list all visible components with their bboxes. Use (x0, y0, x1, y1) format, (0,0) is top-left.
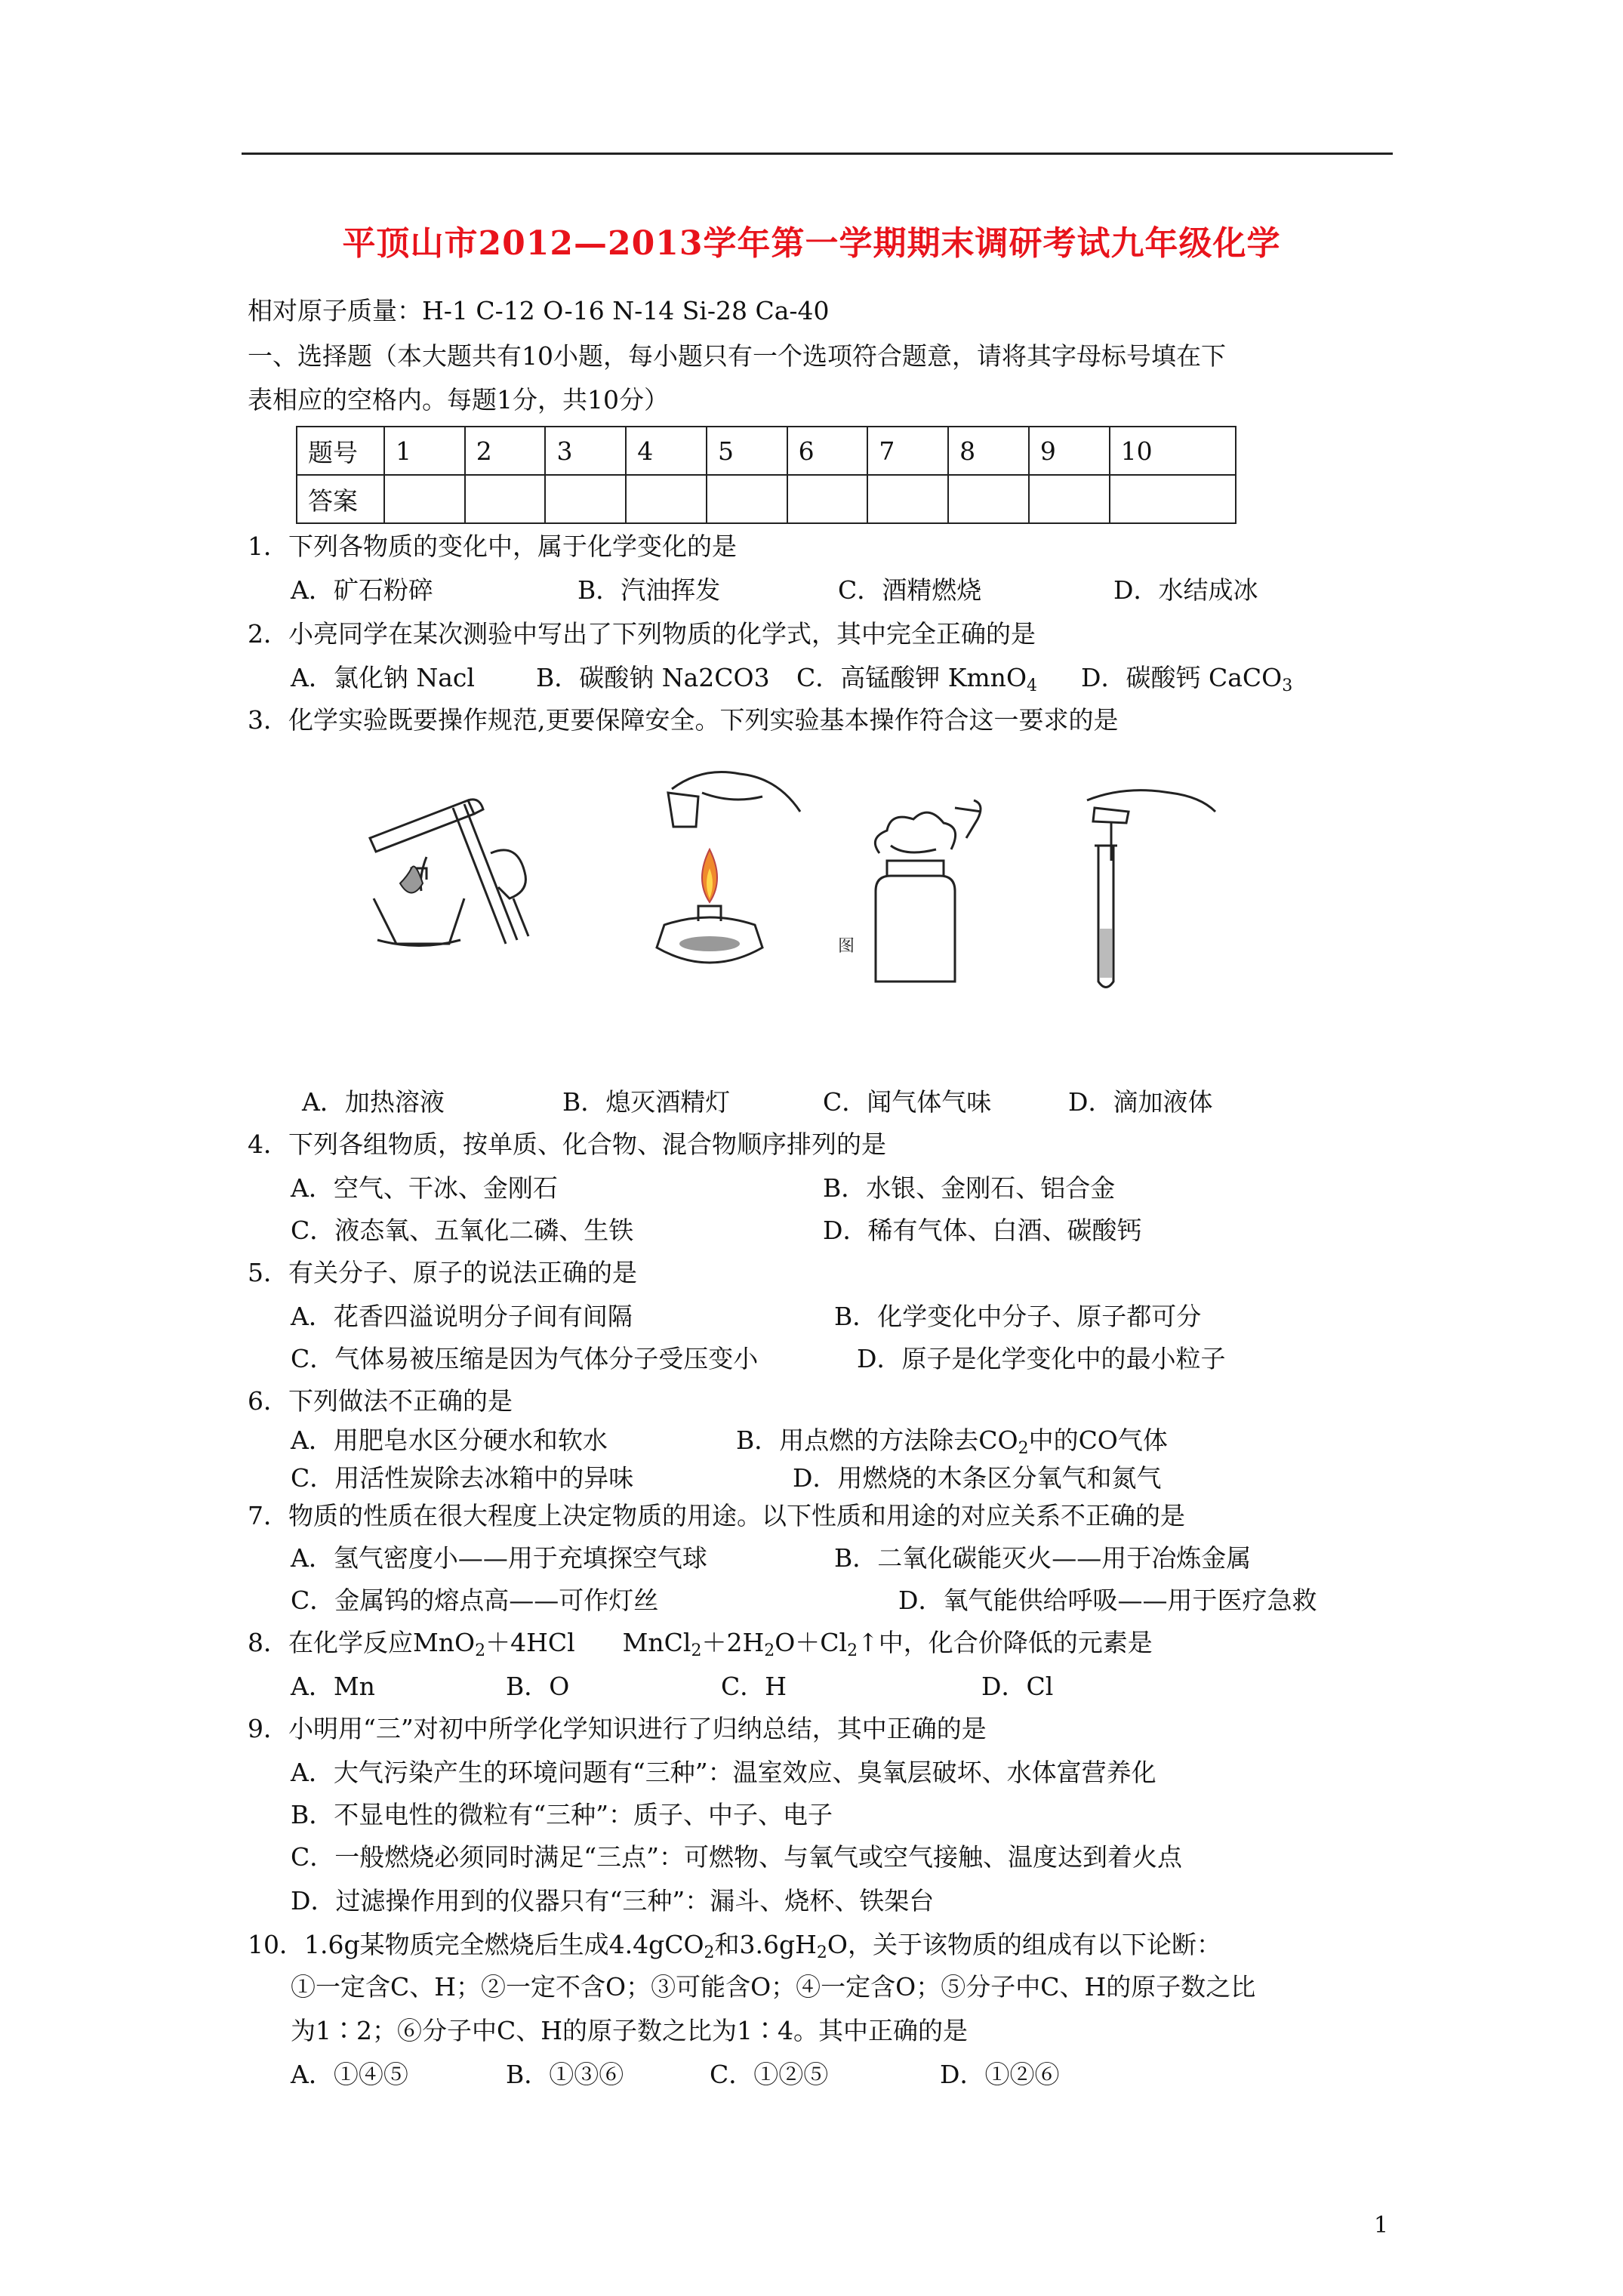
q9-option-a: A．大气污染产生的环境问题有“三种”：温室效应、臭氧层破坏、水体富营养化 (291, 1758, 1156, 1787)
table-cell-number: 5 (707, 427, 787, 475)
answer-table (296, 426, 1236, 524)
q6-option-c: C．用活性炭除去冰箱中的异味 (291, 1463, 634, 1493)
q7-option-d: D．氧气能供给呼吸——用于医疗急救 (898, 1586, 1317, 1615)
q10-stem-line2: ①一定含C、H；②一定不含O；③可能含O；④一定含O；⑤分子中C、H的原子数之比 (291, 1972, 1256, 2002)
q10-option-b: B．①③⑥ (506, 2060, 624, 2089)
q4-option-a: A．空气、干冰、金刚石 (291, 1173, 558, 1203)
table-row-label: 题号 (297, 427, 384, 475)
figure-mark: 图 (838, 936, 855, 955)
q3-stem: 3．化学实验既要操作规范,更要保障安全。下列实验基本操作符合这一要求的是 (248, 705, 1119, 735)
q1-option-b: B．汽油挥发 (577, 575, 721, 605)
q5-option-b: B．化学变化中分子、原子都可分 (834, 1302, 1202, 1331)
table-cell-number: 6 (787, 427, 868, 475)
q7-option-c: C．金属钨的熔点高——可作灯丝 (291, 1586, 659, 1615)
q10-option-a: A．①④⑤ (291, 2060, 408, 2089)
q4-option-d: D．稀有气体、白酒、碳酸钙 (823, 1216, 1142, 1245)
q7-option-b: B．二氧化碳能灭火——用于冶炼金属 (834, 1543, 1252, 1573)
q5-stem: 5．有关分子、原子的说法正确的是 (248, 1258, 637, 1287)
q2-option-d: D．碳酸钙 CaCO$_3$ (1081, 663, 1293, 695)
table-cell-number: 7 (867, 427, 948, 475)
answer-cell[interactable] (867, 475, 948, 523)
q5-option-c: C．气体易被压缩是因为气体分子受压变小 (291, 1344, 759, 1373)
table-row-numbers (297, 427, 1236, 475)
page-number: 1 (1374, 2212, 1389, 2239)
answer-cell[interactable] (707, 475, 787, 523)
table-cell-number: 1 (384, 427, 465, 475)
figure-heating-solution (355, 785, 544, 966)
q9-stem: 9．小明用“三”对初中所学化学知识进行了归纳总结，其中正确的是 (248, 1714, 987, 1743)
q10-option-d: D．①②⑥ (940, 2060, 1060, 2089)
q1-option-d: D．水结成冰 (1113, 575, 1258, 605)
q3-option-a: A．加热溶液 (302, 1087, 445, 1117)
answer-cell[interactable] (545, 475, 626, 523)
header-rule (242, 153, 1393, 155)
table-row-label: 答案 (297, 475, 384, 523)
answer-cell[interactable] (787, 475, 868, 523)
answer-cell[interactable] (626, 475, 707, 523)
q10-stem-line3: 为1∶2；⑥分子中C、H的原子数之比为1∶4。其中正确的是 (291, 2016, 969, 2045)
q1-option-a: A．矿石粉碎 (291, 575, 433, 605)
atomic-mass-line: 相对原子质量：H-1 C-12 O-16 N-14 Si-28 Ca-40 (248, 296, 830, 325)
q5-option-d: D．原子是化学变化中的最小粒子 (857, 1344, 1226, 1373)
answer-cell[interactable] (1029, 475, 1110, 523)
q8-option-d: D．Cl (981, 1672, 1054, 1701)
q1-stem: 1．下列各物质的变化中，属于化学变化的是 (248, 532, 737, 561)
table-cell-number: 10 (1110, 427, 1236, 475)
figure-smelling-gas (838, 785, 1027, 997)
table-cell-number: 3 (545, 427, 626, 475)
figure-alcohol-lamp (627, 751, 823, 978)
q9-option-b: B．不显电性的微粒有“三种”：质子、中子、电子 (291, 1800, 833, 1829)
q6-option-b: B．用点燃的方法除去$CO_2$中的CO气体 (736, 1425, 1168, 1458)
table-cell-number: 8 (948, 427, 1029, 475)
exam-title: 平顶山市2012—2013学年第一学期期末调研考试九年级化学 (342, 224, 1281, 263)
answer-cell[interactable] (948, 475, 1029, 523)
q8-stem: 8．在化学反应MnO$_2$＋4HCl $MnCl_2+2H_2O+Cl_2↑$中，化合价降低的元素是 (248, 1628, 1153, 1660)
figure-dropping-liquid (1072, 778, 1223, 997)
q3-option-c: C．闻气体气味 (823, 1087, 992, 1117)
q1-option-c: C．酒精燃烧 (838, 575, 982, 605)
section1-heading-line1: 一、选择题（本大题共有10小题，每小题只有一个选项符合题意，请将其字母标号填在下 (248, 341, 1226, 371)
q6-option-a: A．用肥皂水区分硬水和软水 (291, 1425, 608, 1455)
table-cell-number: 2 (465, 427, 546, 475)
q3-option-b: B．熄灭酒精灯 (562, 1087, 731, 1117)
q10-stem: 10．1.6g某物质完全燃烧后生成4.4gCO$_2$和$3.6gH_2O$，关于该物质的组成有以下论断： (248, 1930, 1221, 1962)
section1-heading-line2: 表相应的空格内。每题1分，共10分） (248, 385, 669, 415)
q4-option-b: B．水银、金刚石、铝合金 (823, 1173, 1116, 1203)
q7-option-a: A．氢气密度小——用于充填探空气球 (291, 1543, 707, 1573)
q8-option-b: B．O (506, 1672, 570, 1701)
q3-option-d: D．滴加液体 (1068, 1087, 1213, 1117)
q2-option-a: A．氯化钠 Nacl (291, 663, 475, 692)
q2-option-b: B．碳酸钠 Na2CO3 (536, 663, 770, 692)
answer-cell[interactable] (465, 475, 546, 523)
q7-stem: 7．物质的性质在很大程度上决定物质的用途。以下性质和用途的对应关系不正确的是 (248, 1501, 1185, 1530)
q4-stem: 4．下列各组物质，按单质、化合物、混合物顺序排列的是 (248, 1130, 886, 1159)
q5-option-a: A．花香四溢说明分子间有间隔 (291, 1302, 633, 1331)
q9-option-d: D．过滤操作用到的仪器只有“三种”：漏斗、烧杯、铁架台 (291, 1886, 935, 1915)
q8-option-c: C．H (721, 1672, 787, 1701)
q6-option-d: D．用燃烧的木条区分氧气和氮气 (793, 1463, 1162, 1493)
q4-option-c: C．液态氧、五氧化二磷、生铁 (291, 1216, 634, 1245)
q9-option-c: C．一般燃烧必须同时满足“三点”：可燃物、与氧气或空气接触、温度达到着火点 (291, 1842, 1182, 1872)
q2-option-c: C．高锰酸钾 KmnO$_4$ (796, 663, 1037, 695)
table-cell-number: 9 (1029, 427, 1110, 475)
q8-option-a: A．Mn (291, 1672, 375, 1701)
table-cell-number: 4 (626, 427, 707, 475)
answer-cell[interactable] (384, 475, 465, 523)
table-row-answers (297, 475, 1236, 523)
answer-cell[interactable] (1110, 475, 1236, 523)
q6-stem: 6．下列做法不正确的是 (248, 1386, 513, 1416)
q10-option-c: C．①②⑤ (710, 2060, 829, 2089)
q2-stem: 2．小亮同学在某次测验中写出了下列物质的化学式，其中完全正确的是 (248, 619, 1036, 649)
